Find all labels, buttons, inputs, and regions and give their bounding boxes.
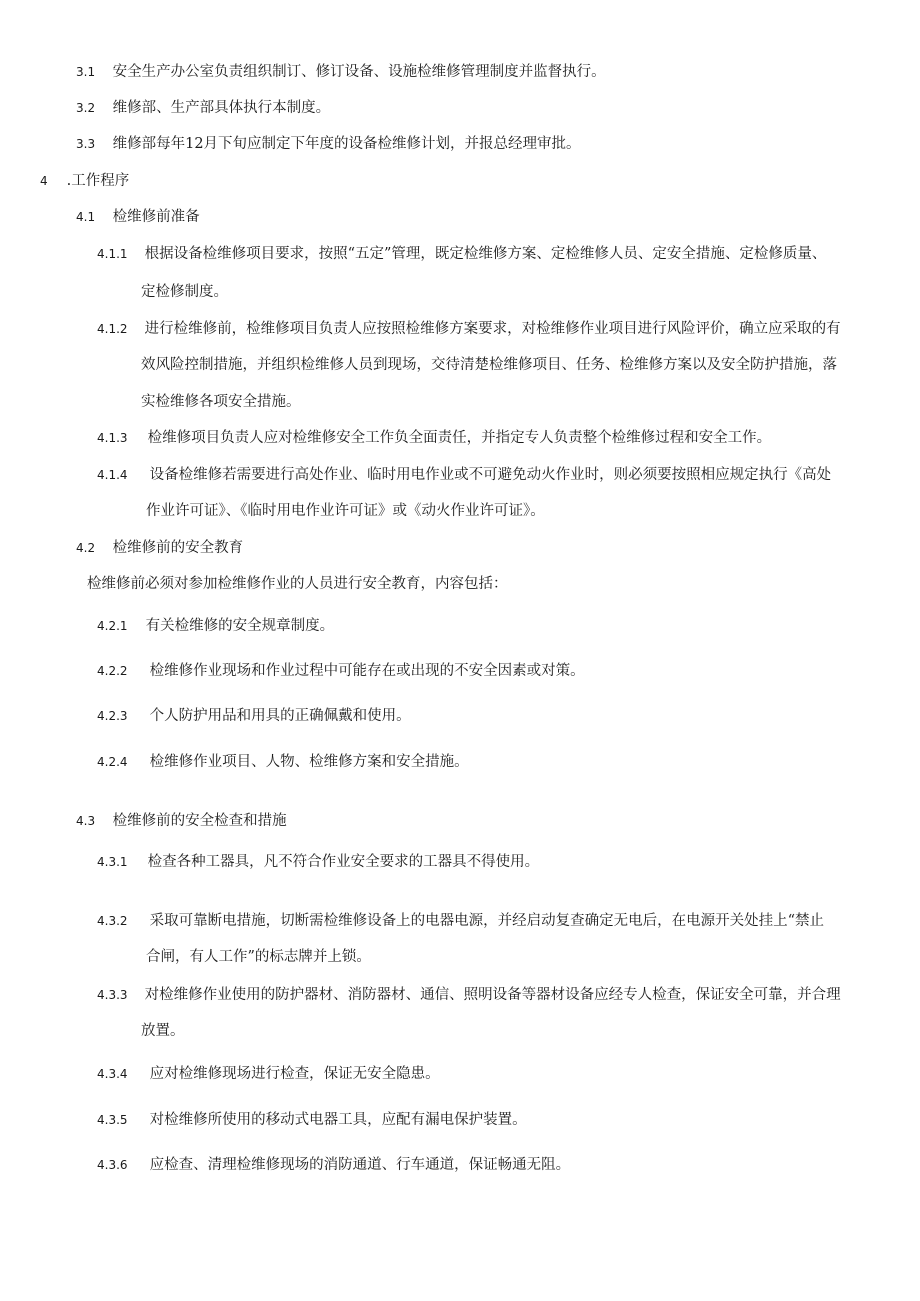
clause-4-3-6 [97,1155,570,1175]
clause-3-3 [76,134,581,154]
clause-4-3-1 [97,852,539,872]
clause-text: 应检查、清理检维修现场的消防通道、行车通道，保证畅通无阻。 [149,1157,571,1173]
clause-4-3-2 [97,911,824,931]
clause-4-1-1 [97,244,826,264]
clause-text: 检查各种工器具，凡不符合作业安全要求的工器具不得使用。 [147,854,540,870]
clause-number: 4.3.4 [97,1067,128,1081]
clause-number: 4.2.3 [97,709,128,723]
clause-number: 4.3.2 [97,914,128,928]
clause-number: 4.3.5 [97,1113,128,1127]
section-title: .工作程序 [66,173,130,189]
section-number: 4.2 [76,541,96,555]
clause-text: 采取可靠断电措施，切断需检维修设备上的电器电源，并经启动复查确定无电后，在电源开关处挂上“禁止 [149,913,825,929]
clause-4-2-2 [97,661,585,681]
clause-text: 对检维修作业使用的防护器材、消防器材、通信、照明设备等器材设备应经专人检查，保证安全可靠，并合理 [144,987,841,1003]
clause-text: 对检维修所使用的移动式电器工具，应配有漏电保护装置。 [149,1112,527,1128]
clause-4-1-4-continuation: 作业许可证》、《临时用电作业许可证》或《动火作业许可证》。 [146,503,545,519]
section-4-3-heading [76,811,287,831]
clause-4-1-3 [97,428,771,448]
clause-text: 个人防护用品和用具的正确佩戴和使用。 [149,708,411,724]
section-number: 4.1 [76,210,96,224]
clause-number: 4.1.4 [97,468,128,482]
clause-number: 4.3.1 [97,855,128,869]
clause-4-3-2-continuation: 合闸，有人工作”的标志牌并上锁。 [146,949,371,965]
clause-text: 检维修作业项目、人物、检维修方案和安全措施。 [149,754,469,770]
clause-number: 4.1.1 [97,247,128,261]
clause-4-1-2-continuation: 实检维修各项安全措施。 [141,394,301,410]
clause-text: 根据设备检维修项目要求，按照“五定”管理，既定检维修方案、定检维修人员、定安全措施、定检修质量、 [144,246,827,262]
clause-text: 安全生产办公室负责组织制订、修订设备、设施检维修管理制度并监督执行。 [112,64,606,80]
clause-4-2-3 [97,706,411,726]
clause-number: 4.2.1 [97,619,128,633]
section-4-2-heading [76,538,243,558]
section-4-2-intro [87,574,508,594]
clause-text: 设备检维修若需要进行高处作业、临时用电作业或不可避免动火作业时，则必须要按照相应规定执行《高处 [149,467,832,483]
section-title: 检维修前准备 [112,209,200,225]
clause-text: 检维修作业现场和作业过程中可能存在或出现的不安全因素或对策。 [149,663,585,679]
clause-number: 4.3.3 [97,988,128,1002]
clause-number: 4.1.2 [97,322,128,336]
clause-4-3-3-continuation: 放置。 [141,1023,185,1039]
clause-4-2-4 [97,752,469,772]
clause-4-3-4 [97,1064,440,1084]
clause-number: 3.1 [76,65,96,79]
clause-3-2 [76,98,330,118]
clause-number: 3.2 [76,101,96,115]
clause-4-1-4 [97,465,831,485]
section-title: 检维修前的安全教育 [112,540,244,556]
clause-4-2-1 [97,616,334,636]
section-title: 检维修前的安全检查和措施 [112,813,287,829]
clause-text: 维修部、生产部具体执行本制度。 [112,100,331,116]
clause-number: 3.3 [76,137,96,151]
section-4-1-heading [76,207,200,227]
clause-4-3-3 [97,985,841,1005]
section-number: 4.3 [76,814,96,828]
clause-text: 维修部每年12月下旬应制定下年度的设备检维修计划，并报总经理审批。 [112,136,581,152]
clause-4-1-2 [97,319,841,339]
clause-text: 有关检维修的安全规章制度。 [145,618,335,634]
clause-text: 应对检维修现场进行检查，保证无安全隐患。 [149,1066,440,1082]
section-4-heading [40,171,129,191]
clause-number: 4.2.4 [97,755,128,769]
clause-4-3-5 [97,1110,527,1130]
intro-text: 检维修前必须对参加检维修作业的人员进行安全教育，内容包括： [87,576,508,592]
clause-text: 进行检维修前，检维修项目负责人应按照检维修方案要求，对检维修作业项目进行风险评价，确立应采取的有 [144,321,841,337]
section-number: 4 [40,174,48,188]
clause-3-1 [76,62,606,82]
clause-number: 4.1.3 [97,431,128,445]
clause-number: 4.3.6 [97,1158,128,1172]
clause-4-1-2-continuation: 效风险控制措施，并组织检维修人员到现场，交待清楚检维修项目、任务、检维修方案以及安全防护措施，落 [141,357,837,373]
clause-4-1-1-continuation: 定检修制度。 [141,284,228,300]
clause-number: 4.2.2 [97,664,128,678]
clause-text: 检维修项目负责人应对检维修安全工作负全面责任，并指定专人负责整个检维修过程和安全工作。 [147,430,772,446]
